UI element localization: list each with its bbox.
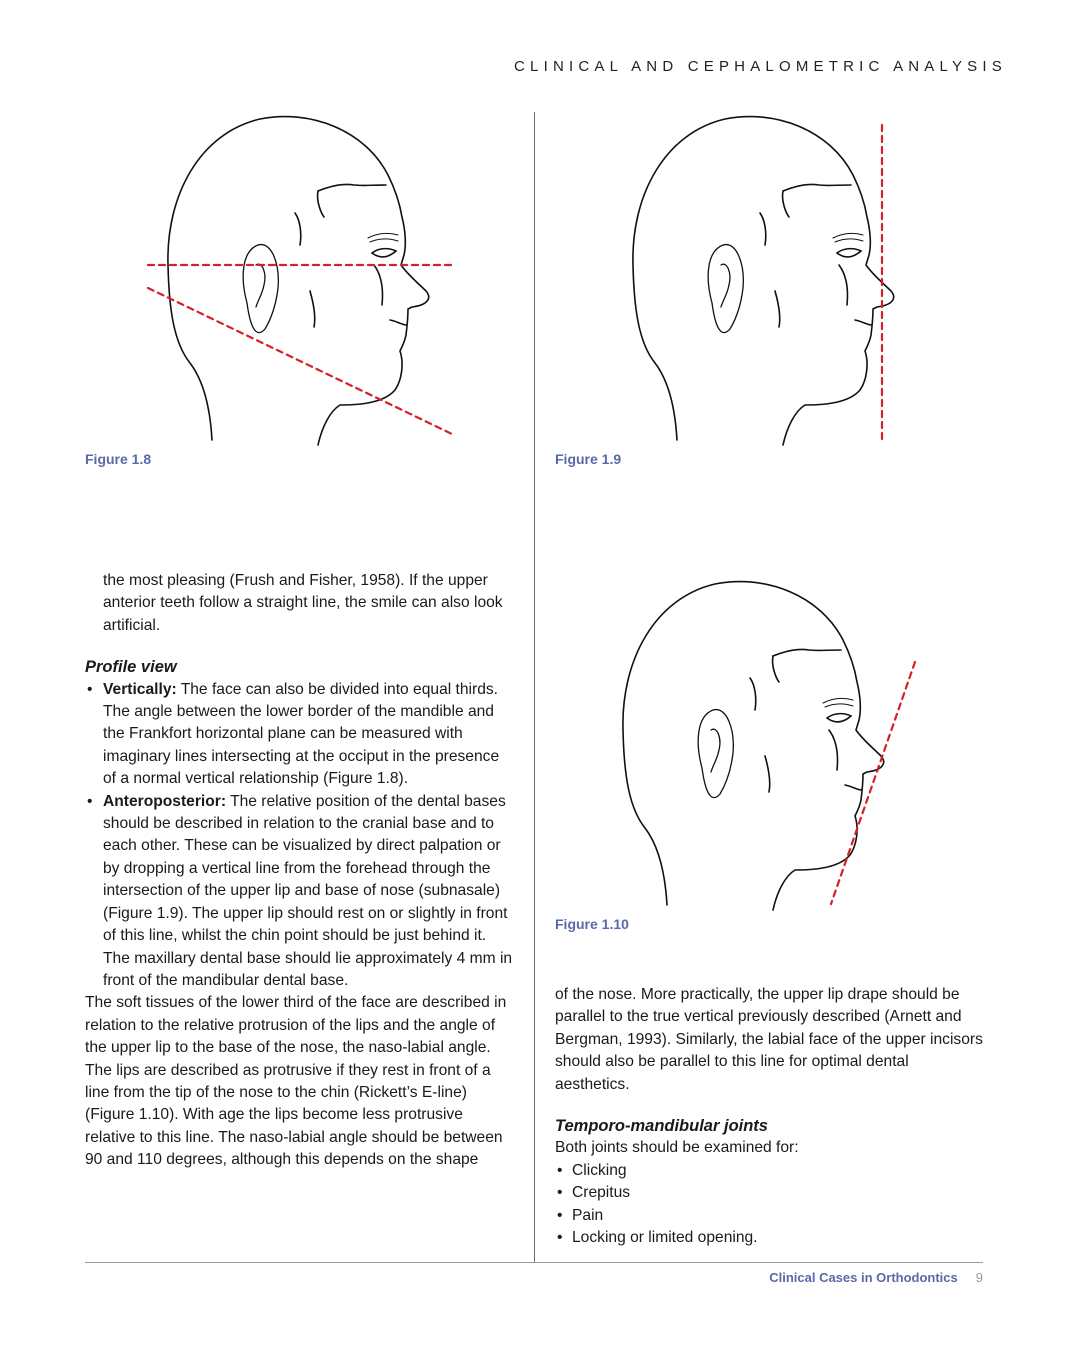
list-item: • Locking or limited opening. <box>555 1227 983 1249</box>
soft-tissue-paragraph: The soft tissues of the lower third of the face are described in relation to the relative protrusion of the lips and the angle of the upper lip to the base of the nose, the naso-labial angle. The lips are described as protrusive if they rest in front of a line from the tip of the nose to the chin (Rickett’s E-line) (Figure 1.10). With age the lips become less protrusive relative to this line. The naso-labial angle should be between 90 and 110 degrees, although this depends on the shape <box>85 994 507 1169</box>
footer-rule <box>85 1262 983 1263</box>
list-item: • Crepitus <box>555 1182 983 1204</box>
bullet-anteroposterior <box>85 791 513 993</box>
list-item: • Clicking <box>555 1160 983 1182</box>
figure-1-9-illustration <box>555 105 955 450</box>
bullet-vertically <box>85 679 513 791</box>
figure-1-8-caption: Figure 1.8 <box>85 451 152 467</box>
page-footer <box>769 1270 983 1285</box>
head-profile-outline <box>168 117 429 445</box>
running-head: CLINICAL AND CEPHALOMETRIC ANALYSIS <box>514 58 1007 75</box>
left-column-text <box>85 570 513 1172</box>
intro-paragraph: the most pleasing (Frush and Fisher, 1958). If the upper anterior teeth follow a straight line, the smile can also look artificial. <box>103 572 503 634</box>
right-column-text <box>555 984 983 1249</box>
figure-1-9-caption: Figure 1.9 <box>555 451 622 467</box>
profile-bullet-list <box>85 679 513 993</box>
book-title: Clinical Cases in Orthodontics <box>769 1270 958 1285</box>
figure-1-10-illustration <box>545 570 945 915</box>
tmj-bullet-list <box>555 1160 983 1250</box>
page-number: 9 <box>975 1270 983 1285</box>
column-divider <box>534 112 535 1262</box>
tmj-heading: Temporo-mandibular joints <box>555 1117 768 1136</box>
profile-view-heading: Profile view <box>85 658 177 677</box>
list-item: • Pain <box>555 1205 983 1227</box>
bullet-text: The relative position of the dental bases should be described in relation to the cranial base and to each other. These can be visualized by direct palpation or by dropping a vertical line from the forehead through the intersection of the upper lip and base of nose (subnasale) (Figure 1.9). The upper lip should rest on or slightly in front of this line, whilst the chin point should be just behind it. The maxillary dental base should lie approximately 4 mm in front of the mandibular dental base. <box>103 792 513 989</box>
mandibular-plane-line <box>148 288 452 434</box>
head-profile-outline <box>623 582 884 910</box>
bullet-term: Anteroposterior: <box>103 792 227 810</box>
figure-1-10-caption: Figure 1.10 <box>555 916 629 932</box>
bullet-term: Vertically: <box>103 680 177 698</box>
head-profile-outline <box>633 117 894 445</box>
tmj-intro: Both joints should be examined for: <box>555 1139 799 1157</box>
bullet-text: The face can also be divided into equal thirds. The angle between the lower border of the mandible and the Frankfort horizontal plane can be measured with imaginary lines intersecting at the occiput in the presence of a normal vertical relationship (Figure 1.8). <box>103 680 500 788</box>
figure-1-8-illustration <box>90 105 490 450</box>
continuation-paragraph: of the nose. More practically, the upper lip drape should be parallel to the true vertical previously described (Arnett and Bergman, 1993). Similarly, the labial face of the upper incisors should also be parallel to this line for optimal dental aesthetics. <box>555 986 983 1093</box>
